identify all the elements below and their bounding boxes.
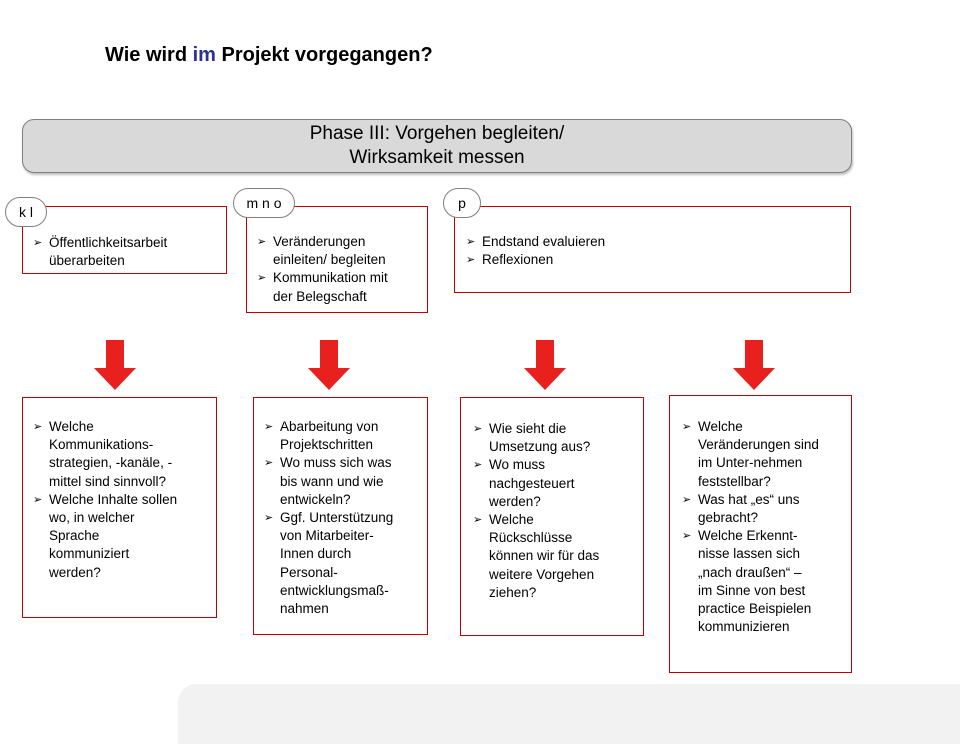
bullet-arrow-icon: ➢ [264, 512, 274, 525]
list-item: ➢ Reflexionen [466, 251, 850, 269]
phase-label: Phase III: Vorgehen begleiten/ Wirksamkeit messen [309, 123, 565, 168]
list-item: ➢ Abarbeitung von Projektschritten [264, 419, 379, 453]
bullet-arrow-icon: ➢ [264, 457, 274, 470]
bullet-arrow-icon: ➢ [682, 421, 692, 433]
bullet-arrow-icon: ➢ [682, 493, 692, 506]
badge-m-n-o: m n o [233, 188, 295, 218]
footer-decoration [178, 684, 960, 744]
bullet-arrow-icon: ➢ [682, 530, 692, 543]
list-item: ➢ Was hat „es“ uns gebracht? [682, 491, 800, 526]
list-item: ➢ Öffentlichkeitsarbeit überarbeiten [33, 235, 168, 269]
list-item: ➢ Wo muss nachgesteuert werden? [473, 457, 575, 509]
list-item: ➢ Endstand evaluieren [466, 233, 850, 251]
bullet-arrow-icon: ➢ [33, 237, 43, 249]
bullet-arrow-icon: ➢ [33, 493, 43, 506]
slide-title: Wie wird im Projekt vorgegangen? [105, 44, 433, 66]
list-item: ➢ Veränderungen einleiten/ begleiten [257, 234, 386, 268]
bullet-arrow-icon: ➢ [473, 459, 483, 472]
list-item: ➢ Welche Inhalte sollen wo, in welcher Sprache kommuniziert werden? [33, 491, 178, 580]
list-item: ➢ Wie sieht die Umsetzung aus? [473, 421, 591, 455]
phase-banner [22, 119, 852, 173]
bullet-arrow-icon: ➢ [257, 272, 267, 285]
bottom-box-4 [669, 395, 852, 673]
badge-k-l: k l [5, 197, 47, 227]
list-item: ➢ Wo muss sich was bis wann und wie entwickeln? [264, 455, 392, 507]
bullet-arrow-icon: ➢ [33, 421, 43, 433]
list-item: ➢ Welche Veränderungen sind im Unter-nehmen feststellbar? [682, 419, 819, 489]
top-box-2 [246, 206, 428, 313]
list-item: ➢ Welche Rückschlüsse können wir für das weitere Vorgehen ziehen? [473, 512, 600, 600]
list-item: ➢ Welche Kommunikations- strategien, -kanäle, - mittel sind sinnvoll? [33, 419, 173, 489]
arrow-down-icon [94, 340, 136, 390]
title-accent: im [192, 44, 216, 66]
list-item: ➢ Welche Erkennt- nisse lassen sich „nach draußen“ – im Sinne von best practice Beispielen kommunizieren [682, 528, 812, 635]
bullet-arrow-icon: ➢ [466, 236, 476, 248]
arrow-down-icon [308, 340, 350, 390]
bottom-box-2 [253, 397, 428, 635]
top-box-3 [454, 206, 851, 293]
bottom-box-3 [460, 397, 644, 636]
arrow-down-icon [524, 340, 566, 390]
list-item: ➢ Ggf. Unterstützung von Mitarbeiter- Innen durch Personal- entwicklungsmaß- nahmen [264, 510, 394, 617]
bullet-arrow-icon: ➢ [257, 236, 267, 248]
arrow-down-icon [733, 340, 775, 390]
bottom-box-1 [22, 397, 217, 618]
bullet-arrow-icon: ➢ [473, 514, 483, 527]
badge-p: p [443, 188, 481, 218]
bullet-arrow-icon: ➢ [466, 254, 476, 267]
top-box-1 [22, 206, 227, 274]
list-item: ➢ Kommunikation mit der Belegschaft [257, 270, 388, 304]
bullet-arrow-icon: ➢ [264, 421, 274, 433]
bullet-arrow-icon: ➢ [473, 423, 483, 435]
